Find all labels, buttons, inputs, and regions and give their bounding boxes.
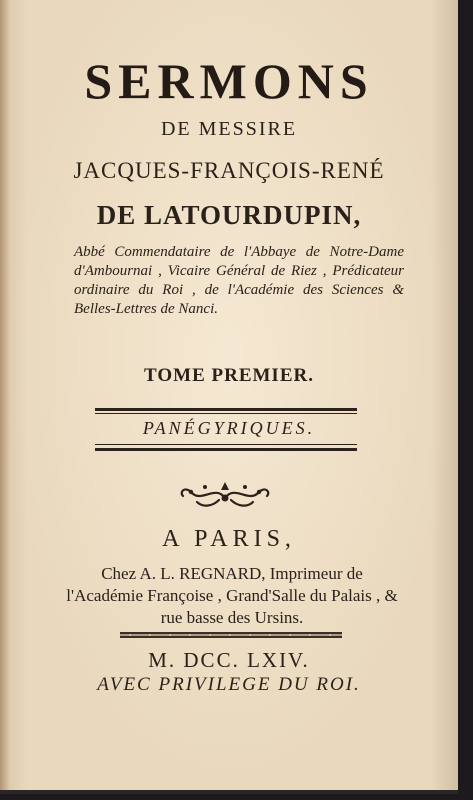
main-title: SERMONS	[84, 53, 374, 109]
rule-top	[95, 408, 357, 411]
royal-privilege: AVEC PRIVILEGE DU ROI.	[97, 674, 361, 695]
floral-fleuron-icon	[175, 478, 275, 512]
imprint-date: M. DCC. LXIV.	[148, 648, 310, 672]
ornamental-rule-icon	[120, 630, 342, 640]
section-label: PANÉGYRIQUES.	[142, 418, 316, 438]
author-surname: DE LATOURDUPIN,	[96, 200, 362, 230]
imprint-printer: Chez A. L. REGNARD, Imprimeur de l'Académie Françoise , Grand'Salle du Palais , & rue basse des Ursins.	[66, 564, 398, 627]
volume-label: TOME PREMIER.	[144, 365, 314, 386]
rule-bottom	[95, 448, 357, 451]
imprint-city: A PARIS,	[162, 526, 296, 552]
author-prefix: DE MESSIRE	[160, 118, 298, 140]
author-description: Abbé Commendataire de l'Abbaye de Notre-Dame d'Ambournai , Vicaire Général de Riez , Prédicateur ordinaire du Roi , de l'Académie des Sciences & Belles-Lettres de Nanci.	[74, 244, 404, 317]
rule-top-thin	[95, 413, 357, 414]
author-given-names: JACQUES-FRANÇOIS-RENÉ	[73, 158, 385, 183]
rule-bottom-thin	[95, 444, 357, 445]
